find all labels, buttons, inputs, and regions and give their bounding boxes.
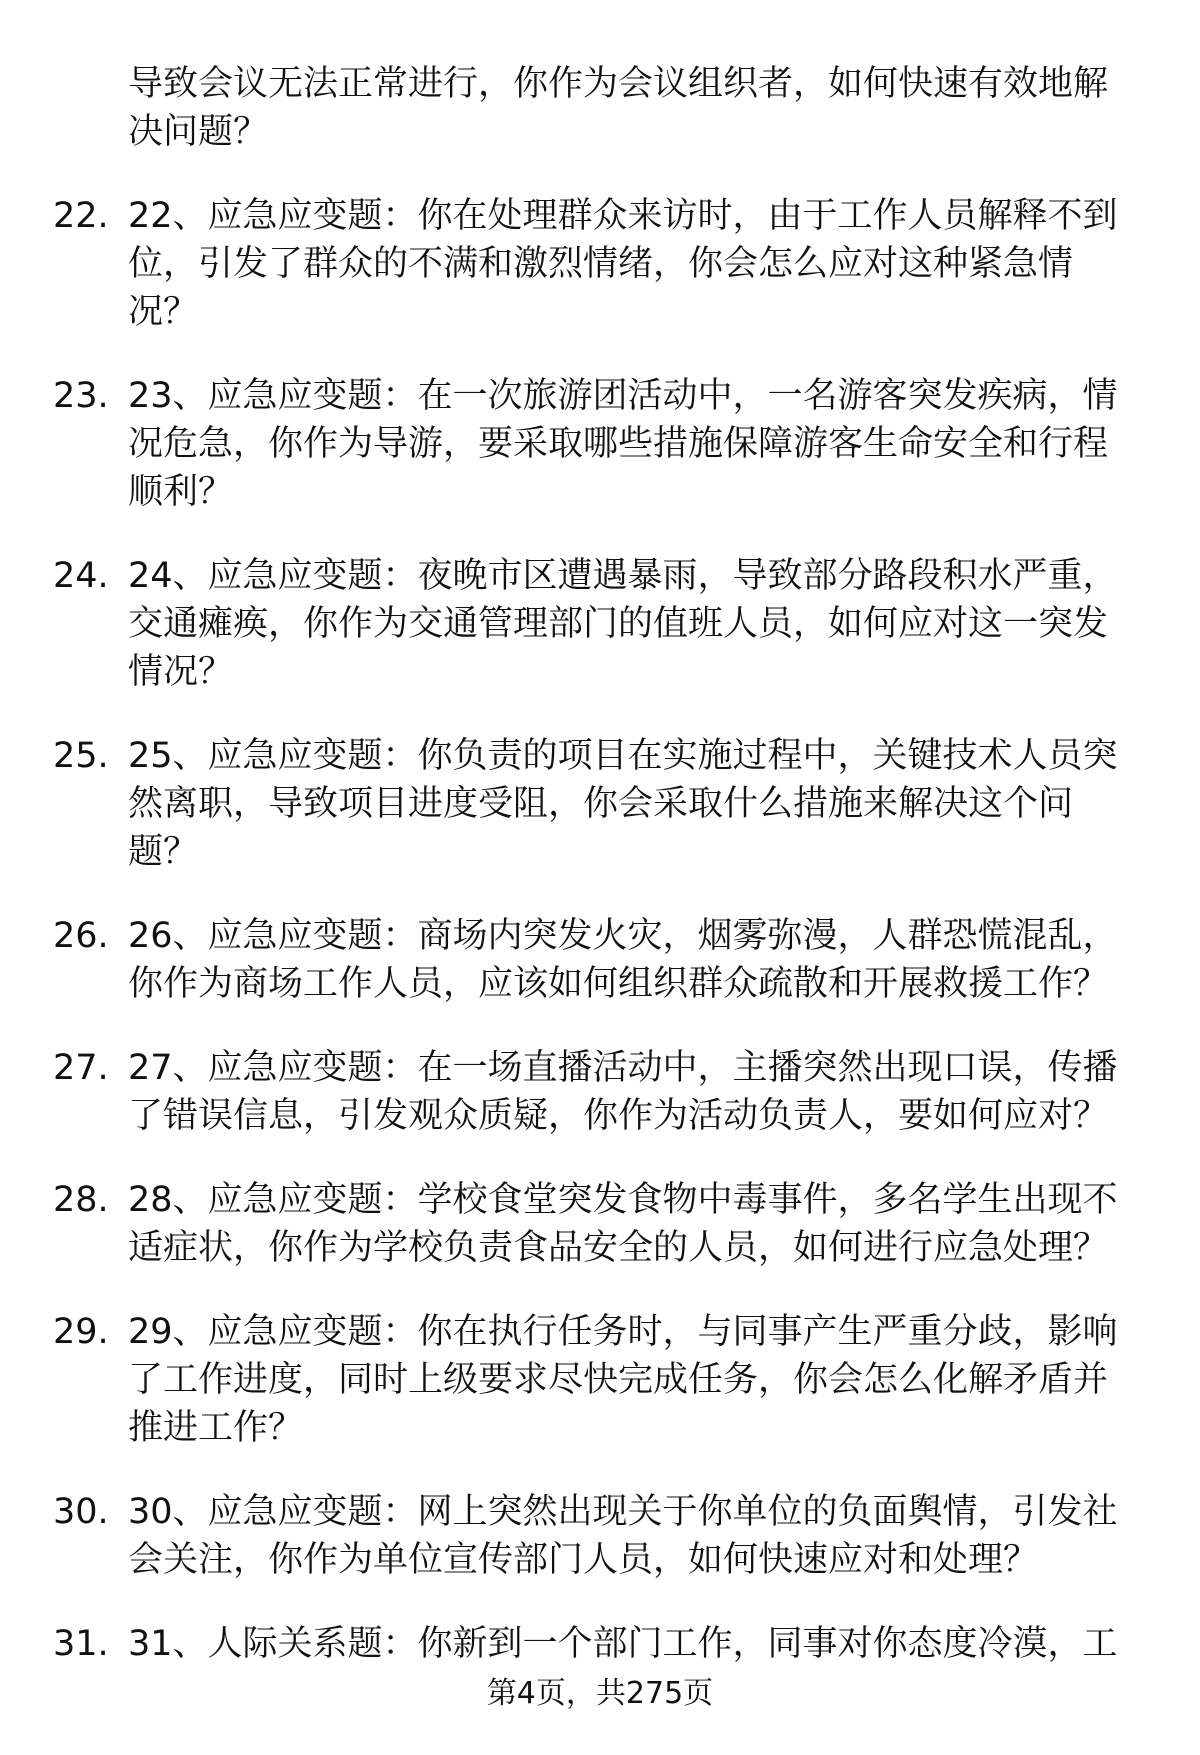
question-number: 25. — [53, 736, 109, 776]
question-continuation — [0, 60, 1200, 156]
question-text-line: 适症状，你作为学校负责食品安全的人员，如何进行应急处理？ — [128, 1228, 1109, 1268]
question-text-line: 然离职，导致项目进度受阻，你会采取什么措施来解决这个问 — [128, 784, 1074, 824]
question-text-line: 况危急，你作为导游，要采取哪些措施保障游客生命安全和行程 — [128, 424, 1109, 464]
question-item — [0, 552, 1200, 696]
question-text-line: 29、应急应变题：你在执行任务时，与同事产生严重分歧，影响 — [128, 1312, 1118, 1352]
question-text-line: 30、应急应变题：网上突然出现关于你单位的负面舆情，引发社 — [128, 1492, 1118, 1532]
question-number: 28. — [53, 1180, 109, 1220]
question-text-line: 了错误信息，引发观众质疑，你作为活动负责人，要如何应对？ — [128, 1096, 1109, 1136]
question-text-line: 会关注，你作为单位宣传部门人员，如何快速应对和处理？ — [128, 1540, 1039, 1580]
question-text-line: 推进工作？ — [128, 1408, 304, 1448]
question-text-line: 23、应急应变题：在一次旅游团活动中，一名游客突发疾病，情 — [128, 376, 1118, 416]
question-item — [0, 1044, 1200, 1140]
question-item — [0, 1308, 1200, 1452]
question-number: 26. — [53, 916, 109, 956]
question-text-line: 顺利？ — [128, 472, 234, 512]
page-number-footer: 第4页，共275页 — [486, 1676, 714, 1711]
question-text-line: 了工作进度，同时上级要求尽快完成任务，你会怎么化解矛盾并 — [128, 1360, 1109, 1400]
question-text-line: 28、应急应变题：学校食堂突发食物中毒事件，多名学生出现不 — [128, 1180, 1118, 1220]
question-number: 23. — [53, 376, 109, 416]
text-line: 决问题？ — [128, 112, 269, 152]
question-text-line: 24、应急应变题：夜晚市区遭遇暴雨，导致部分路段积水严重， — [128, 556, 1118, 596]
question-number: 22. — [53, 196, 109, 236]
question-text-line: 你作为商场工作人员，应该如何组织群众疏散和开展救援工作？ — [128, 964, 1109, 1004]
text-line: 导致会议无法正常进行，你作为会议组织者，如何快速有效地解 — [128, 64, 1109, 104]
question-text-line: 22、应急应变题：你在处理群众来访时，由于工作人员解释不到 — [128, 196, 1118, 236]
question-item — [0, 1176, 1200, 1272]
question-item — [0, 732, 1200, 876]
question-text-line: 27、应急应变题：在一场直播活动中，主播突然出现口误，传播 — [128, 1048, 1118, 1088]
question-text-line: 25、应急应变题：你负责的项目在实施过程中，关键技术人员突 — [128, 736, 1118, 776]
question-number: 27. — [53, 1048, 109, 1088]
question-item — [0, 192, 1200, 336]
question-number: 24. — [53, 556, 109, 596]
question-item — [0, 912, 1200, 1008]
question-text-line: 交通瘫痪，你作为交通管理部门的值班人员，如何应对这一突发 — [128, 604, 1109, 644]
question-number: 31. — [53, 1624, 109, 1664]
question-text-line: 31、人际关系题：你新到一个部门工作，同事对你态度冷漠，工 — [128, 1624, 1118, 1664]
question-item — [0, 372, 1200, 516]
question-text-line: 题？ — [128, 832, 199, 872]
question-text-line: 位，引发了群众的不满和激烈情绪，你会怎么应对这种紧急情 — [128, 244, 1074, 284]
question-text-line: 况？ — [128, 292, 199, 332]
question-item — [0, 1488, 1200, 1584]
question-text-line: 情况？ — [128, 652, 234, 692]
question-number: 30. — [53, 1492, 109, 1532]
question-number: 29. — [53, 1312, 109, 1352]
question-item — [0, 1620, 1200, 1668]
question-text-line: 26、应急应变题：商场内突发火灾，烟雾弥漫，人群恐慌混乱， — [128, 916, 1118, 956]
